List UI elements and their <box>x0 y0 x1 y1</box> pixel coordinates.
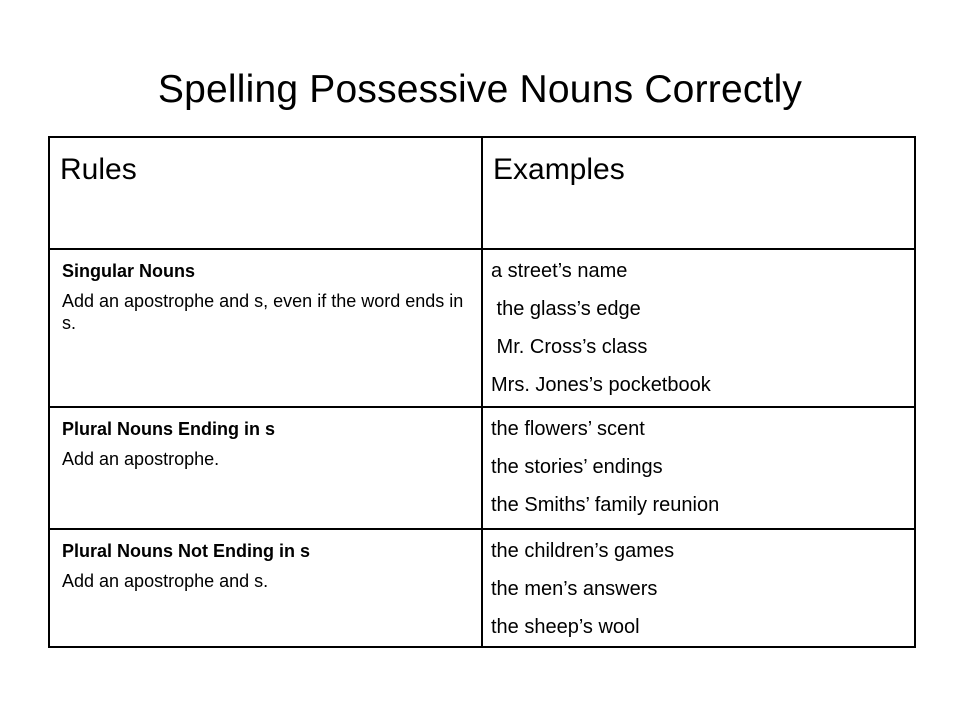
examples-cell <box>482 529 915 647</box>
page-title: Spelling Possessive Nouns Correctly <box>157 68 803 111</box>
example-item: the stories’ endings <box>491 456 663 478</box>
header-examples: Examples <box>482 137 915 249</box>
example-item: the glass’s edge <box>491 298 641 320</box>
rule-description: Add an apostrophe and s, even if the word ends in s. <box>62 291 464 333</box>
table-row-plural-not-ending-s <box>49 529 915 647</box>
rule-description: Add an apostrophe. <box>62 449 220 469</box>
table-row-singular-nouns <box>49 249 915 407</box>
example-item: Mr. Cross’s class <box>491 336 648 358</box>
example-item: the men’s answers <box>491 578 658 600</box>
example-item: the children’s games <box>491 540 675 562</box>
rule-description: Add an apostrophe and s. <box>62 571 269 591</box>
rule-cell <box>49 407 482 529</box>
possessive-rules-table <box>48 136 916 648</box>
example-item: the sheep’s wool <box>491 616 640 638</box>
example-item: the flowers’ scent <box>491 418 645 440</box>
rule-cell <box>49 249 482 407</box>
header-rules: Rules <box>49 137 482 249</box>
rule-cell <box>49 529 482 647</box>
rule-title: Singular Nouns <box>62 261 196 281</box>
examples-cell <box>482 407 915 529</box>
table-row-plural-ending-s <box>49 407 915 529</box>
example-item: a street’s name <box>491 260 628 282</box>
rule-title: Plural Nouns Not Ending in s <box>62 541 311 561</box>
rule-title: Plural Nouns Ending in s <box>62 419 276 439</box>
example-item: Mrs. Jones’s pocketbook <box>491 374 711 396</box>
example-item: the Smiths’ family reunion <box>491 494 720 516</box>
table-header-row <box>49 137 915 249</box>
examples-cell <box>482 249 915 407</box>
